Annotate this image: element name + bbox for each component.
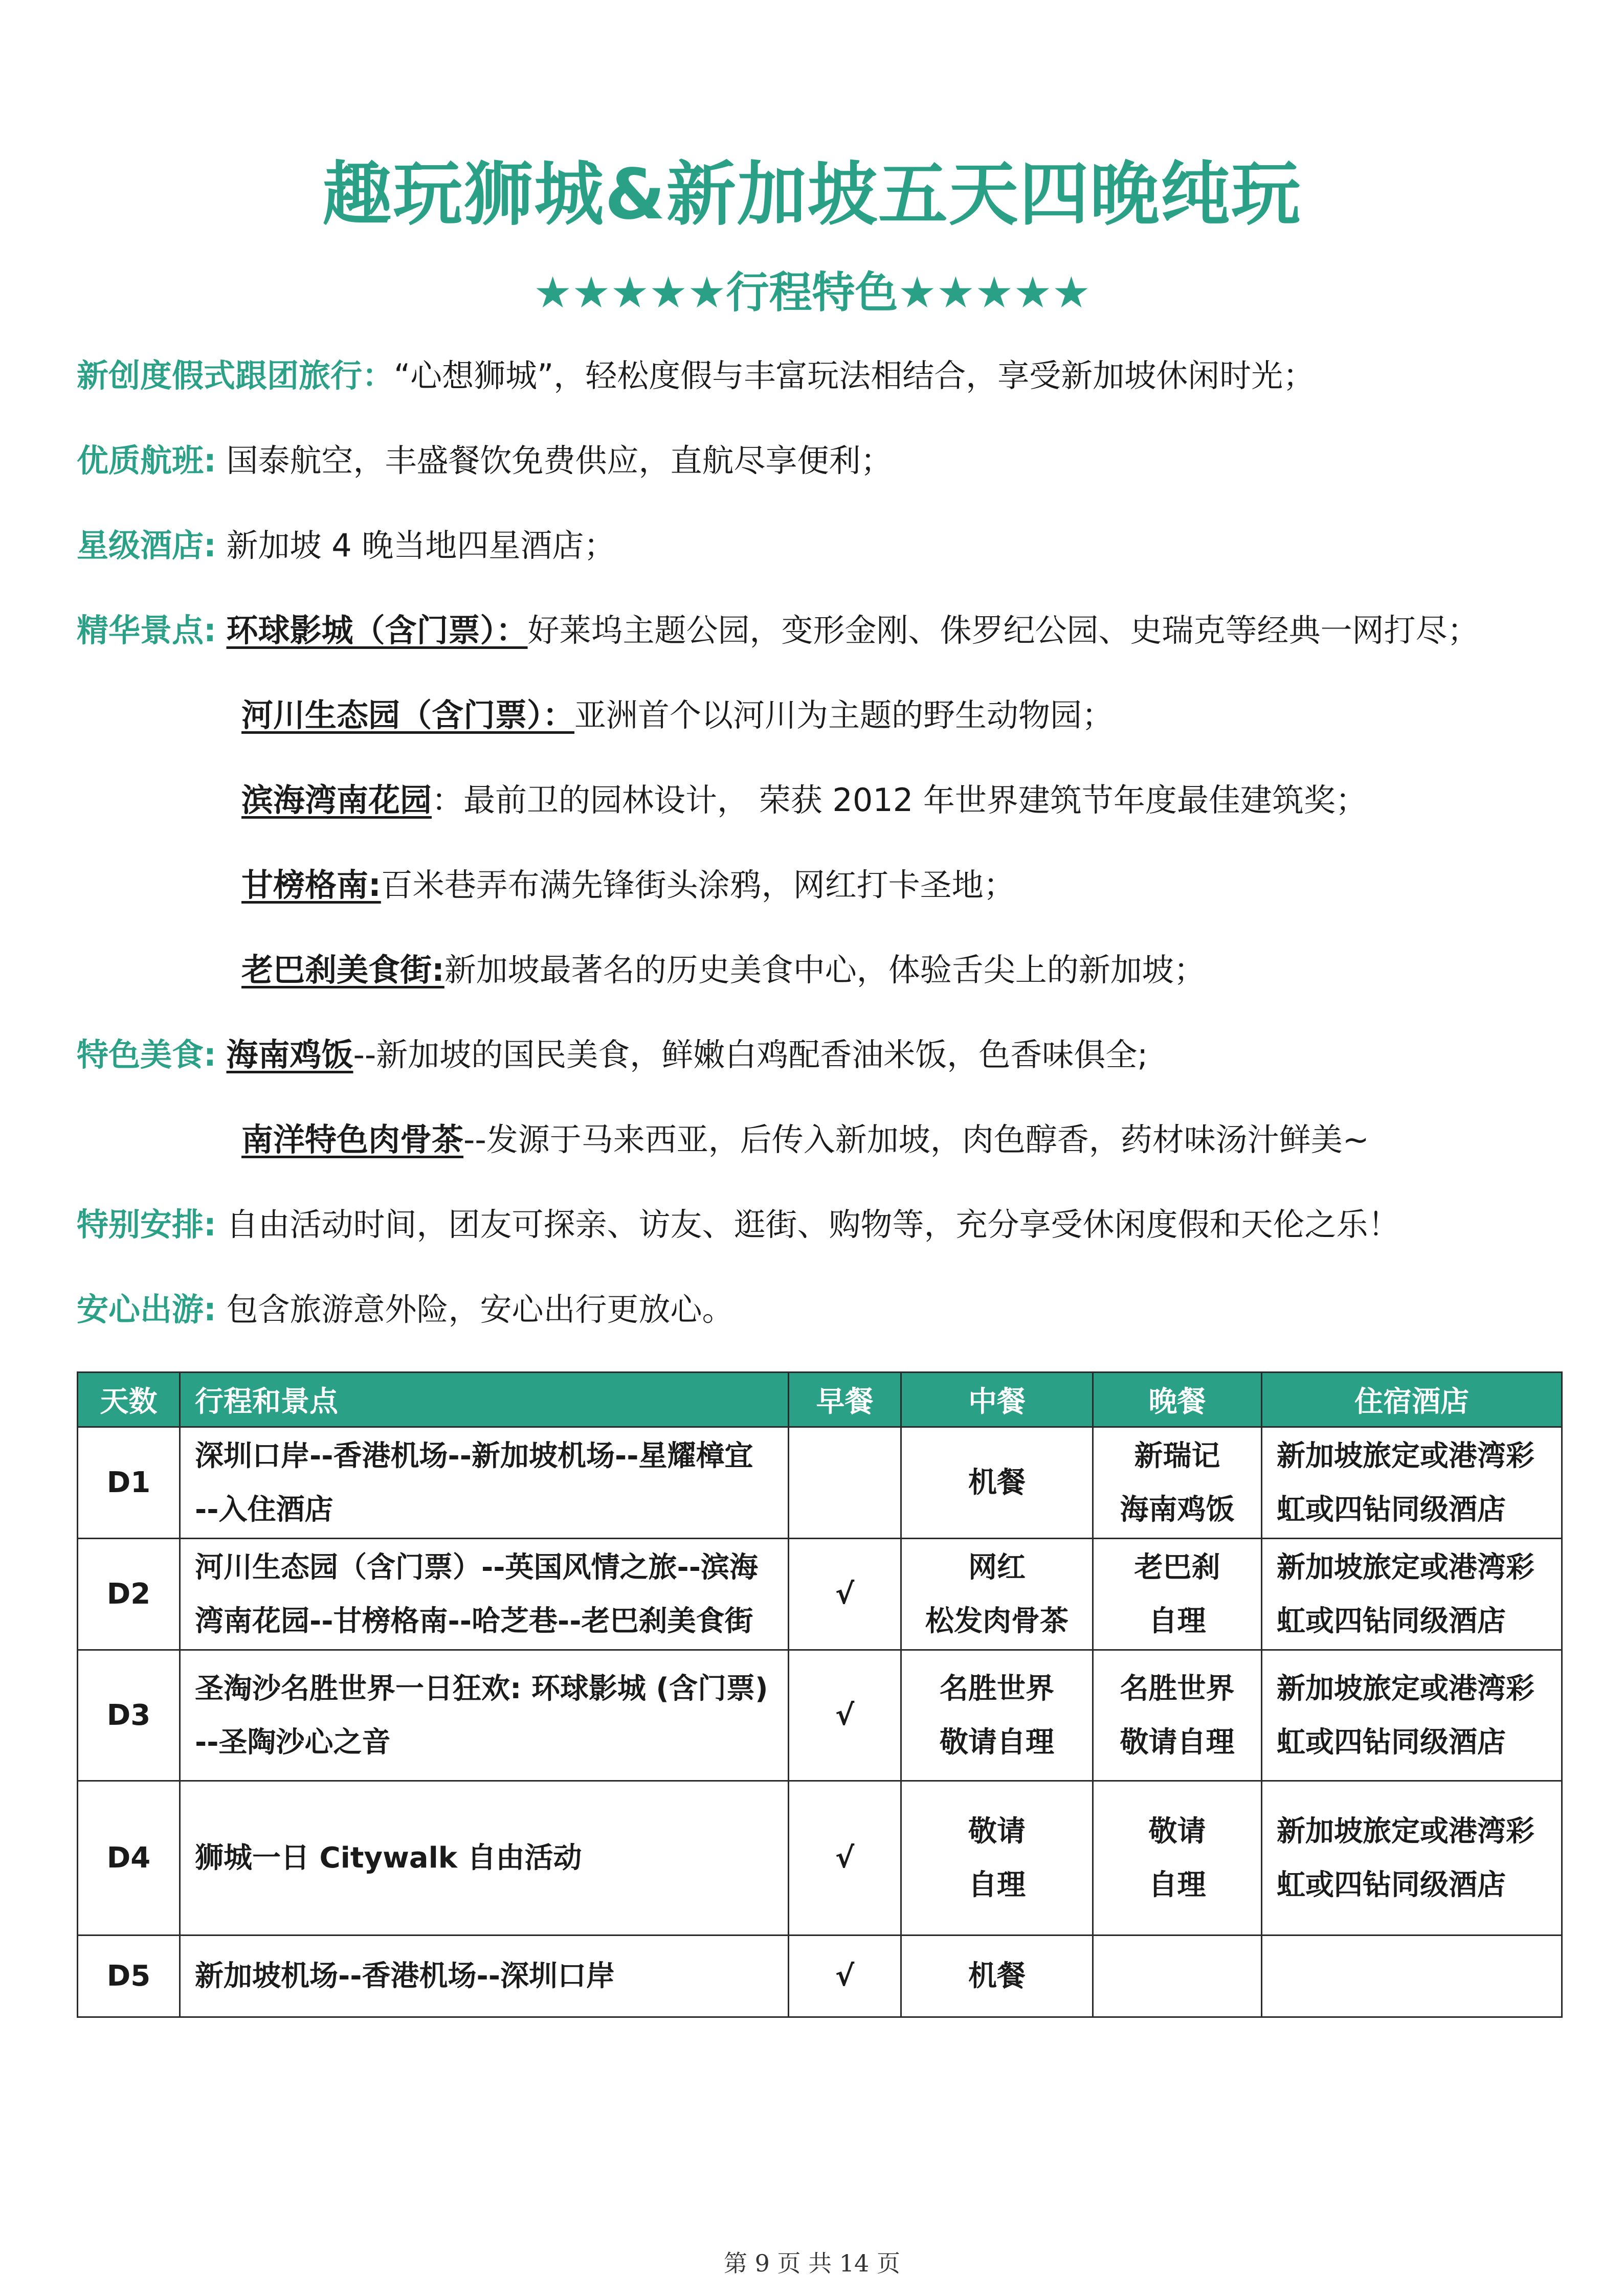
lunch-cell: 机餐: [901, 1935, 1093, 2017]
breakfast-cell: √: [789, 1650, 901, 1781]
feature-line-spots: [77, 607, 1560, 654]
hotel-cell: 新加坡旅定或港湾彩 虹或四钻同级酒店: [1262, 1539, 1562, 1650]
lunch-cell: 机餐: [901, 1427, 1093, 1539]
breakfast-cell: √: [789, 1781, 901, 1935]
hotel-cell: [1262, 1935, 1562, 2017]
spot-line: [241, 862, 1015, 908]
feature-text: 国泰航空，丰盛餐饮免费供应，直航尽享便利；: [216, 442, 893, 479]
feature-label: 特色美食:: [77, 1036, 216, 1073]
header-route: 行程和景点: [180, 1372, 789, 1427]
spot-desc: 亚洲首个以河川为主题的野生动物园；: [574, 696, 1114, 734]
feature-text: 新加坡 4 晚当地四星酒店；: [216, 527, 616, 564]
feature-label: 星级酒店:: [77, 527, 216, 564]
breakfast-cell: √: [789, 1935, 901, 2017]
route-cell: 新加坡机场--香港机场--深圳口岸: [180, 1935, 789, 2017]
dinner-cell: 新瑞记 海南鸡饭: [1093, 1427, 1262, 1539]
page-number: 第 9 页 共 14 页: [724, 2249, 900, 2277]
table-row: [78, 1539, 1562, 1650]
day-cell: D2: [78, 1539, 180, 1650]
day-cell: D1: [78, 1427, 180, 1539]
table-row: [78, 1781, 1562, 1935]
spot-desc: 好莱坞主题公园，变形金刚、侏罗纪公园、史瑞克等经典一网打尽；: [527, 612, 1479, 649]
route-cell: 狮城一日 Citywalk 自由活动: [180, 1781, 789, 1935]
route-cell: 深圳口岸--香港机场--新加坡机场--星耀樟宜 --入住酒店: [180, 1427, 789, 1539]
food-name: 海南鸡饭: [226, 1036, 353, 1073]
feature-text: 包含旅游意外险，安心出行更放心。: [216, 1291, 734, 1328]
dinner-cell: 老巴刹 自理: [1093, 1539, 1262, 1650]
lunch-cell: 网红 松发肉骨茶: [901, 1539, 1093, 1650]
dinner-cell: 敬请 自理: [1093, 1781, 1262, 1935]
itinerary-table: [77, 1371, 1563, 2018]
spot-line: [241, 692, 1114, 738]
header-dinner: 晚餐: [1093, 1372, 1262, 1427]
spot-line: [241, 947, 1206, 993]
spot-desc: 百米巷弄布满先锋街头涂鸦，网红打卡圣地；: [381, 866, 1015, 904]
header-hotel: 住宿酒店: [1262, 1372, 1562, 1427]
spot-desc: 新加坡最著名的历史美食中心，体验舌尖上的新加坡；: [444, 951, 1206, 988]
spot-name: 老巴刹美食街:: [241, 951, 444, 988]
header-lunch: 中餐: [901, 1372, 1093, 1427]
feature-text: “心想狮城”，轻松度假与丰富玩法相结合，享受新加坡休闲时光；: [394, 357, 1315, 394]
day-cell: D4: [78, 1781, 180, 1935]
lunch-cell: 敬请 自理: [901, 1781, 1093, 1935]
food-desc: --发源于马来西亚，后传入新加坡，肉色醇香，药材味汤汁鲜美~: [463, 1121, 1369, 1158]
feature-label: 精华景点:: [77, 612, 216, 649]
feature-line-insurance: [77, 1287, 1560, 1333]
table-header-row: [78, 1372, 1562, 1427]
food-line: [241, 1117, 1369, 1163]
header-day: 天数: [78, 1372, 180, 1427]
hotel-cell: 新加坡旅定或港湾彩 虹或四钻同级酒店: [1262, 1427, 1562, 1539]
header-breakfast: 早餐: [789, 1372, 901, 1427]
spot-desc: ：最前卫的园林设计， 荣获 2012 年世界建筑节年度最佳建筑奖；: [432, 781, 1367, 819]
spot-line: [241, 777, 1367, 823]
feature-label: 特别安排:: [77, 1206, 216, 1243]
hotel-cell: 新加坡旅定或港湾彩 虹或四钻同级酒店: [1262, 1650, 1562, 1781]
section-subtitle: ★★★★★行程特色★★★★★: [533, 267, 1091, 318]
feature-line-food: [77, 1032, 1560, 1078]
day-cell: D3: [78, 1650, 180, 1781]
feature-line-hotel: [77, 523, 1560, 569]
day-cell: D5: [78, 1935, 180, 2017]
feature-line-special: [77, 1202, 1560, 1248]
route-cell: 河川生态园（含门票）--英国风情之旅--滨海 湾南花园--甘榜格南--哈芝巷--老巴刹美食街: [180, 1539, 789, 1650]
spot-name: 河川生态园（含门票）：: [241, 696, 575, 734]
hotel-cell: 新加坡旅定或港湾彩 虹或四钻同级酒店: [1262, 1781, 1562, 1935]
dinner-cell: 名胜世界 敬请自理: [1093, 1650, 1262, 1781]
feature-line-flight: [77, 438, 1560, 484]
page-title: 趣玩狮城&新加坡五天四晚纯玩: [322, 154, 1302, 235]
route-cell: 圣淘沙名胜世界一日狂欢: 环球影城 (含门票) --圣陶沙心之音: [180, 1650, 789, 1781]
lunch-cell: 名胜世界 敬请自理: [901, 1650, 1093, 1781]
table-row: [78, 1935, 1562, 2017]
spot-name: 滨海湾南花园: [241, 781, 432, 819]
feature-text: 自由活动时间，团友可探亲、访友、逛街、购物等，充分享受休闲度假和天伦之乐！: [216, 1206, 1400, 1243]
table-row: [78, 1650, 1562, 1781]
food-name: 南洋特色肉骨茶: [241, 1121, 464, 1158]
feature-line-tour: [77, 353, 1560, 399]
breakfast-cell: √: [789, 1539, 901, 1650]
spot-name: 环球影城（含门票）：: [226, 612, 528, 649]
spot-name: 甘榜格南:: [241, 866, 381, 904]
dinner-cell: [1093, 1935, 1262, 2017]
food-desc: --新加坡的国民美食，鲜嫩白鸡配香油米饭，色香味俱全;: [353, 1036, 1148, 1073]
breakfast-cell: [789, 1427, 901, 1539]
feature-label: 优质航班:: [77, 442, 216, 479]
table-row: [78, 1427, 1562, 1539]
feature-label: 安心出游:: [77, 1291, 216, 1328]
feature-label: 新创度假式跟团旅行：: [77, 357, 394, 394]
